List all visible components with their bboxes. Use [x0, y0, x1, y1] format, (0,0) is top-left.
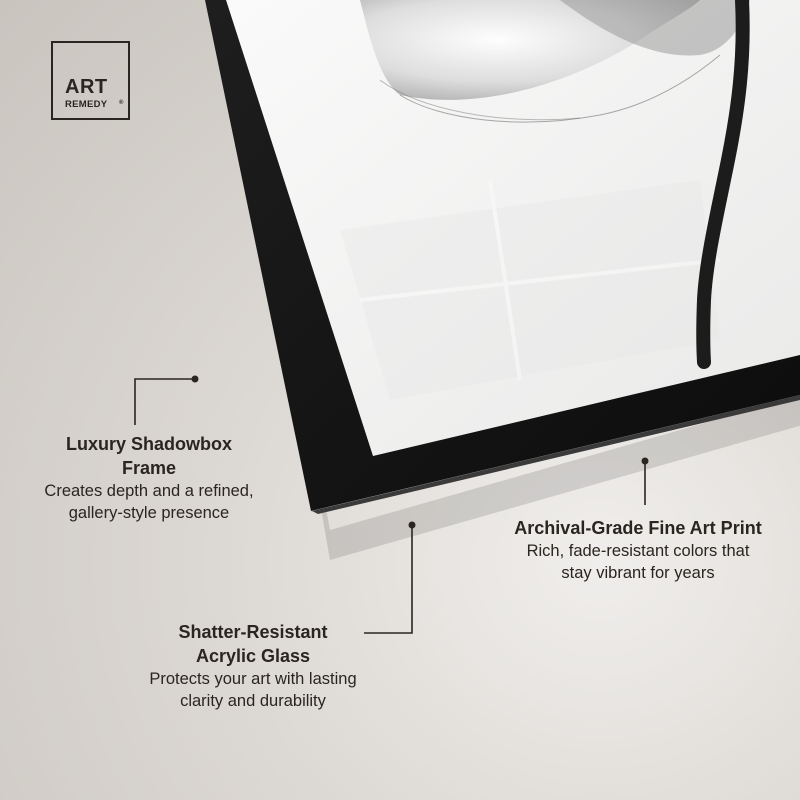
logo-text-remedy: REMEDY	[65, 99, 108, 110]
feature-title: Shatter-Resistant	[178, 622, 328, 642]
feature-description: stay vibrant for years	[561, 564, 715, 582]
art-remedy-logo	[51, 41, 130, 120]
logo-text-art: ART	[65, 76, 108, 98]
callout-frame-line	[135, 376, 199, 426]
feature-description: Protects your art with lasting	[149, 670, 357, 688]
feature-callout-print	[464, 516, 800, 584]
feature-title: Archival-Grade Fine Art Print	[514, 518, 762, 538]
feature-callout-frame	[0, 432, 298, 524]
feature-description: Creates depth and a refined,	[44, 482, 254, 500]
feature-title: Luxury Shadowbox	[65, 434, 233, 454]
feature-description: Rich, fade-resistant colors that	[526, 542, 750, 560]
feature-callout-glass	[112, 620, 394, 712]
feature-title: Acrylic Glass	[195, 646, 311, 666]
registered-mark: ®	[119, 100, 124, 106]
feature-title: Frame	[121, 458, 177, 478]
feature-description: gallery-style presence	[68, 504, 230, 522]
feature-description: clarity and durability	[180, 692, 326, 710]
